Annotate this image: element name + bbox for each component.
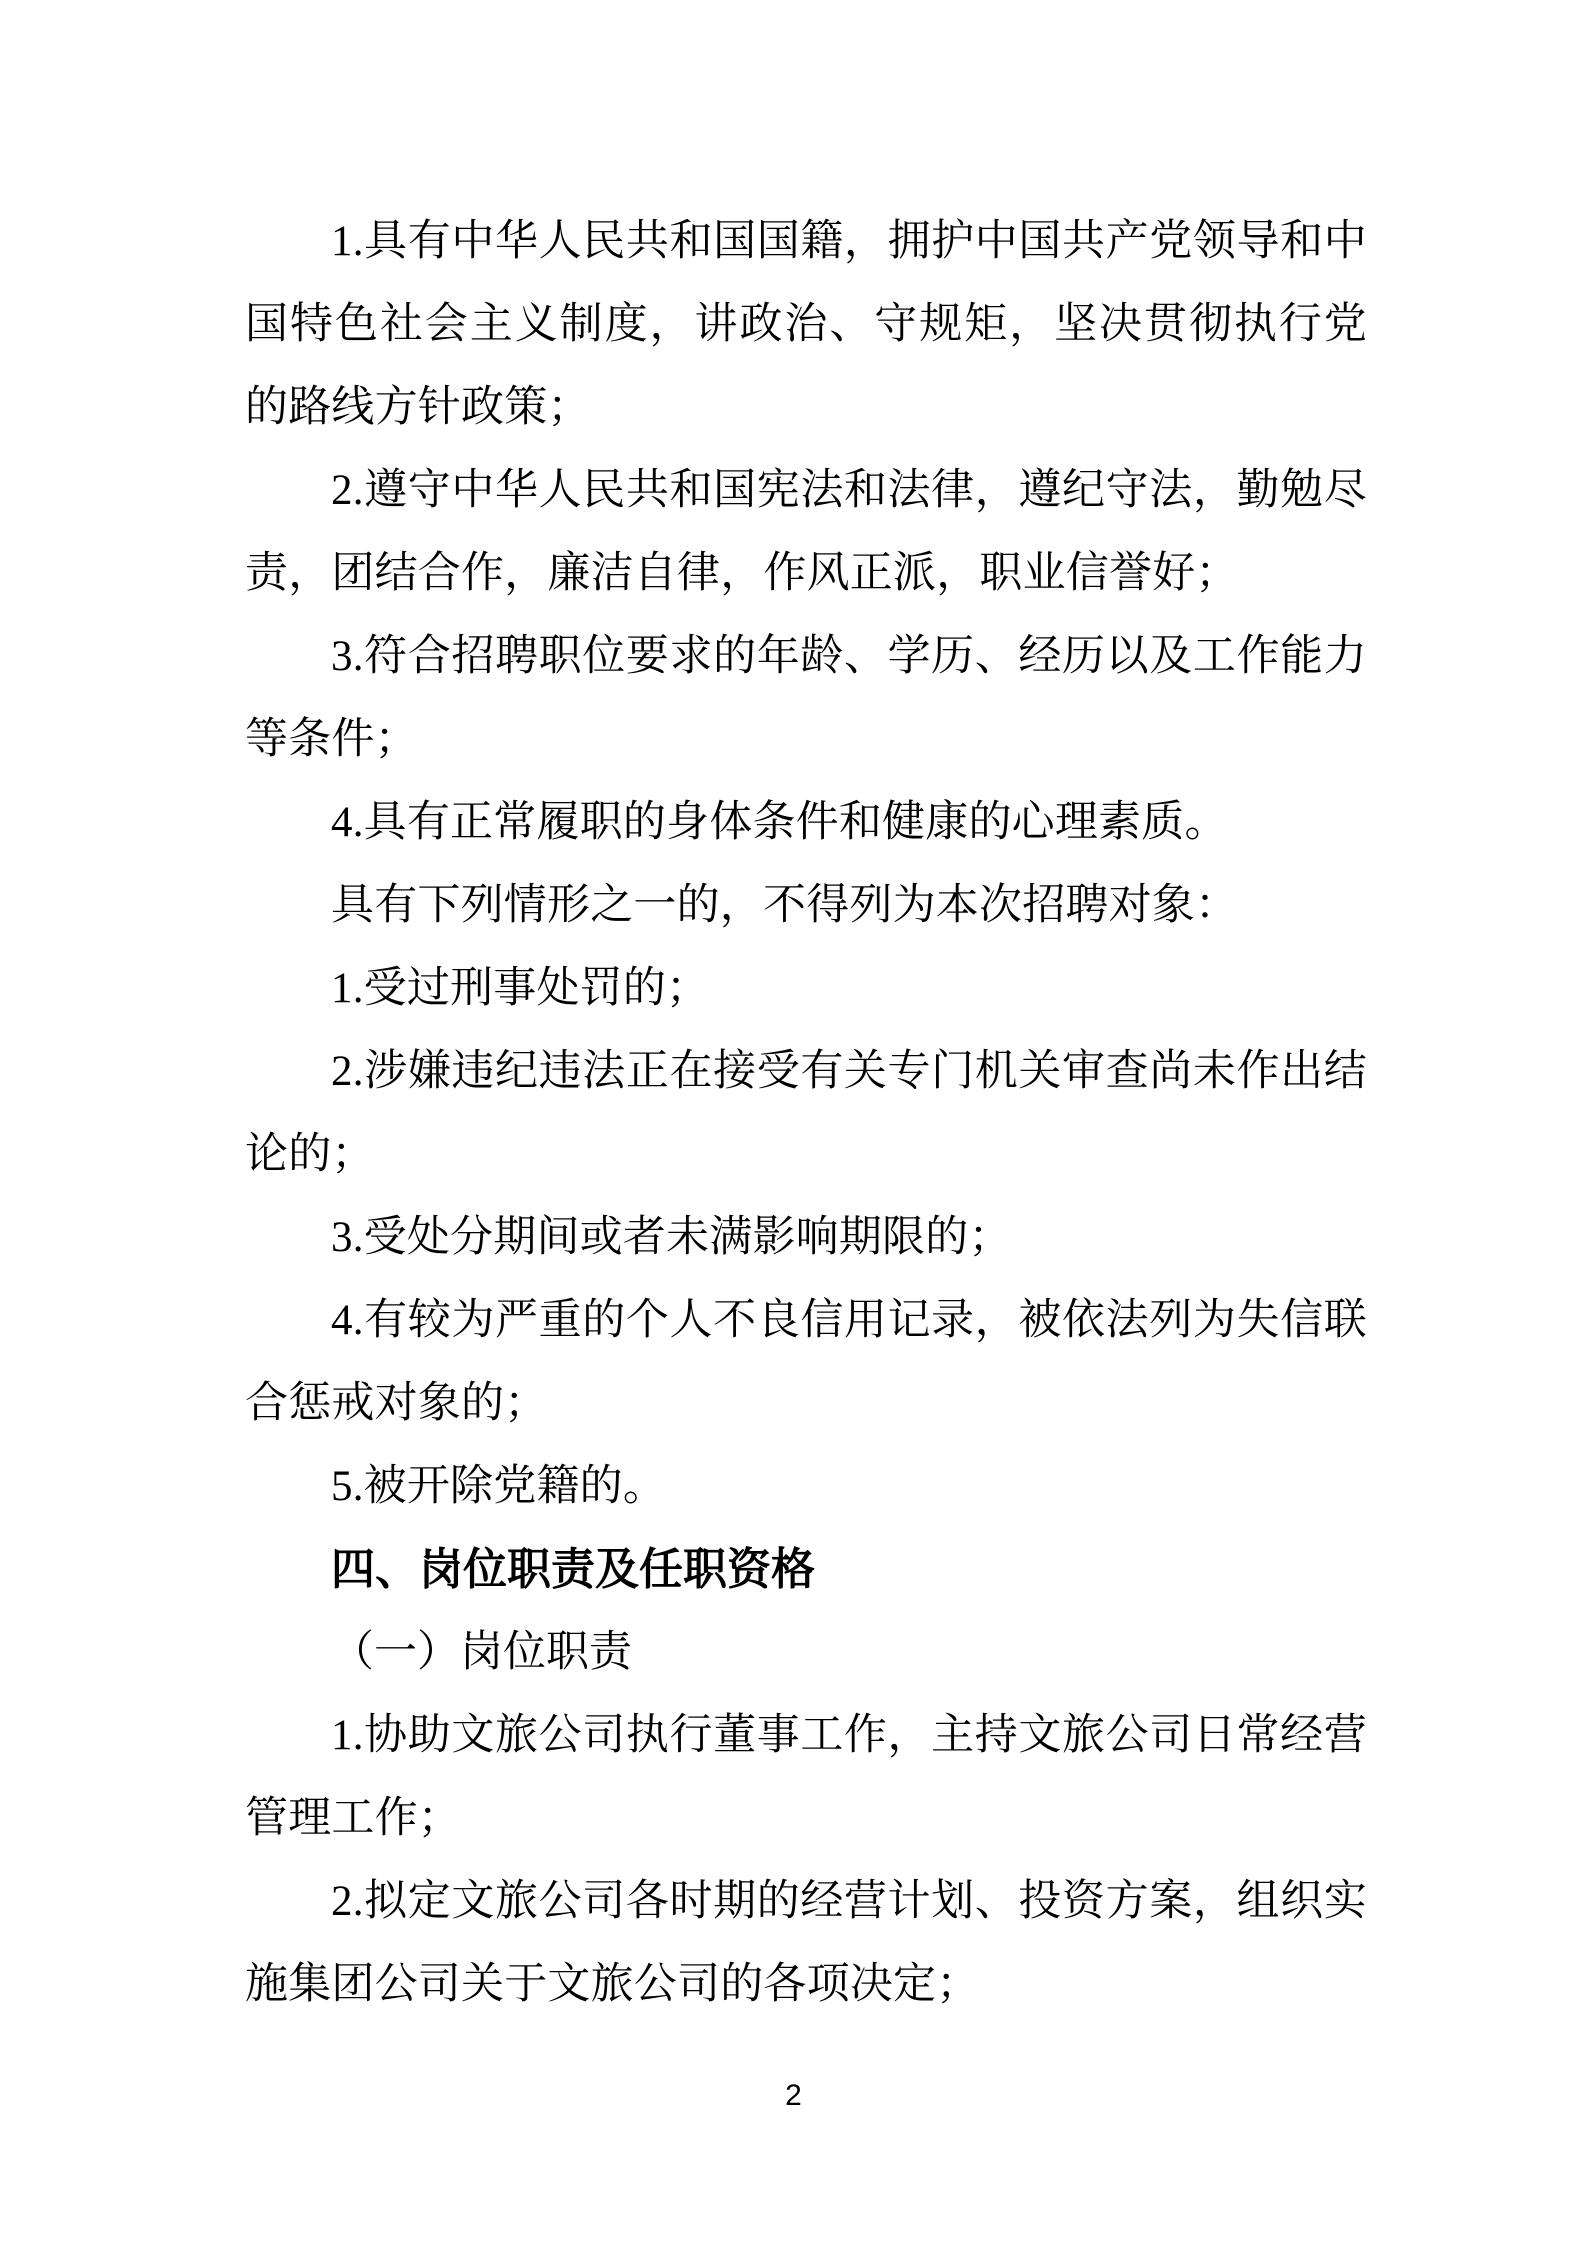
- body-paragraph-5: 具有下列情形之一的，不得列为本次招聘对象：: [331, 882, 1239, 929]
- body-paragraph-12: 2.拟定文旅公司各时期的经营计划、投资方案，组织实施集团公司关于文旅公司的各项决定；: [245, 1878, 1367, 2008]
- page-number: 2: [785, 2079, 802, 2112]
- body-paragraph-8: 3.受处分期间或者未满影响期限的；: [331, 1214, 1012, 1261]
- body-paragraph-10: 5.被开除党籍的。: [331, 1463, 667, 1510]
- body-paragraph-2: 2.遵守中华人民共和国宪法和法律，遵纪守法，勤勉尽责，团结合作，廉洁自律，作风正派，职业信誉好；: [245, 467, 1367, 597]
- document-text-block: [245, 200, 1367, 2026]
- body-paragraph-4: 4.具有正常履职的身体条件和健康的心理素质。: [331, 799, 1228, 846]
- section-heading: 四、岗位职责及任职资格: [331, 1545, 815, 1594]
- body-paragraph-11: 1.协助文旅公司执行董事工作，主持文旅公司日常经营管理工作；: [245, 1712, 1367, 1842]
- body-paragraph-9: 4.有较为严重的个人不良信用记录，被依法列为失信联合惩戒对象的；: [245, 1297, 1367, 1427]
- body-paragraph-6: 1.受过刑事处罚的；: [331, 965, 710, 1012]
- subsection-heading: （一）岗位职责: [331, 1629, 632, 1676]
- body-paragraph-7: 2.涉嫌违纪违法正在接受有关专门机关审查尚未作出结论的；: [245, 1048, 1367, 1178]
- body-paragraph-1: 1.具有中华人民共和国国籍，拥护中国共产党领导和中国特色社会主义制度，讲政治、守规矩，坚决贯彻执行党的路线方针政策；: [245, 218, 1367, 431]
- body-paragraph-3: 3.符合招聘职位要求的年龄、学历、经历以及工作能力等条件；: [245, 633, 1367, 763]
